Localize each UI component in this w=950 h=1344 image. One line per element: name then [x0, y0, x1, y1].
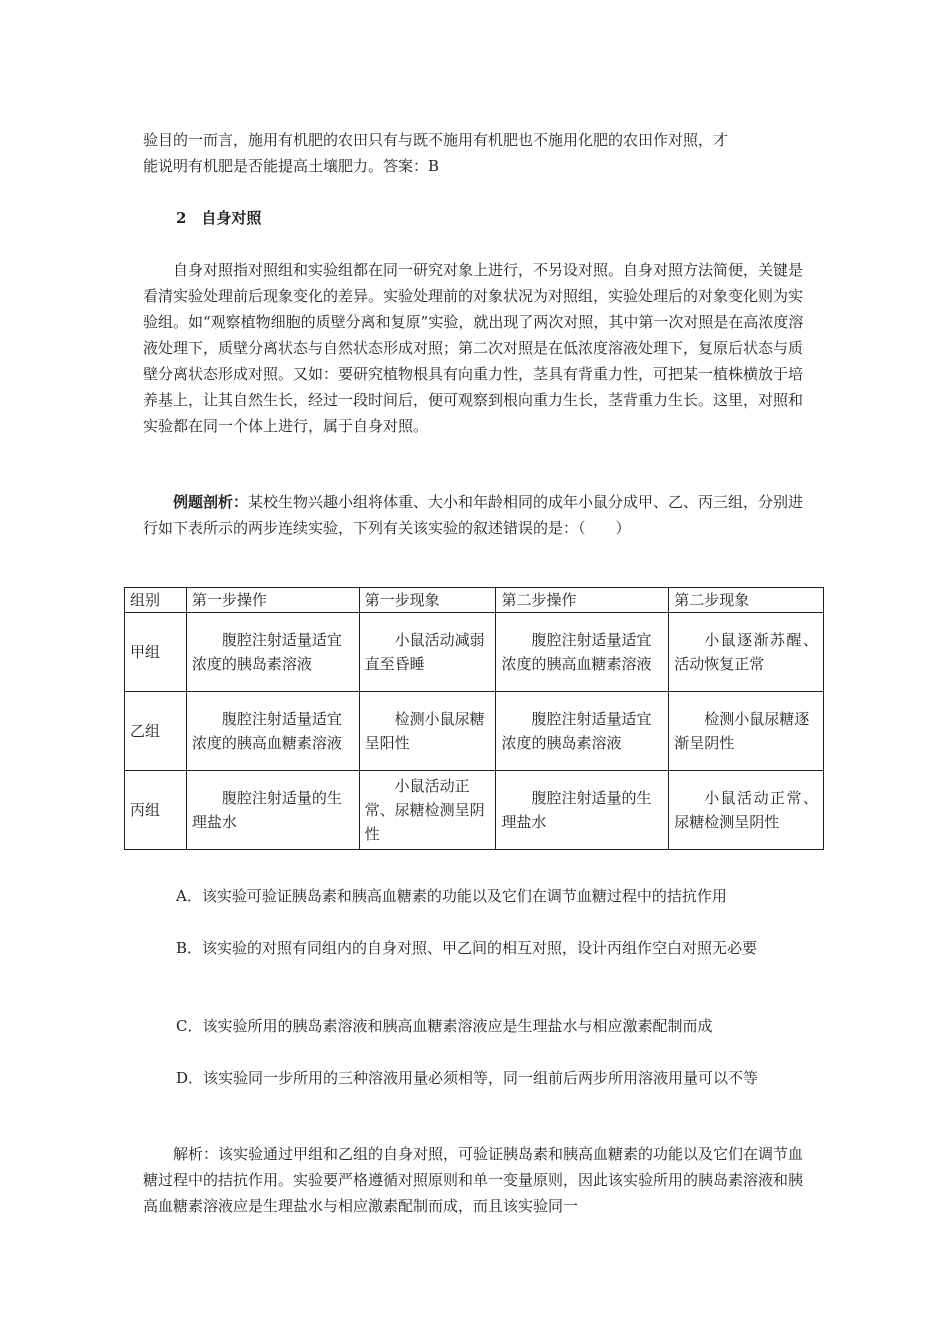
table-header-cell: 第二步操作 — [496, 588, 669, 613]
table-cell: 小鼠逐渐苏醒、活动恢复正常 — [669, 613, 824, 692]
table-cell: 腹腔注射适量的生理盐水 — [186, 771, 359, 850]
table-cell-group: 乙组 — [125, 692, 187, 771]
table-cell: 腹腔注射适量适宜浓度的胰高血糖素溶液 — [186, 692, 359, 771]
section-body: 自身对照指对照组和实验组都在同一研究对象上进行，不另设对照。自身对照方法简便，关键是看清实验处理前后现象变化的差异。实验处理前的对象状况为对照组，实验处理后的对象变化则为实验组。如“观察植物细胞的质壁分离和复原”实验，就出现了两次对照，其中第一次对照是在高浓度溶液处理下，质壁分离状态与自然状态形成对照；第二次对照是在低浓度溶液处理下，复原后状态与质壁分离状态形成对照。又如：要研究植物根具有向重力性，茎具有背重力性，可把某一植株横放于培养基上，让其自然生长，经过一段时间后，便可观察到根向重力生长，茎背重力生长。这里，对照和实验都在同一个体上进行，属于自身对照。 — [143, 261, 804, 435]
option-d: D．该实验同一步所用的三种溶液用量必须相等，同一组前后两步所用溶液用量可以不等 — [176, 1069, 759, 1087]
table-cell: 检测小鼠尿糖逐渐呈阴性 — [669, 692, 824, 771]
intro-line-2: 能说明有机肥是否能提高土壤肥力。答案：B — [143, 157, 440, 175]
table-header-cell: 组别 — [125, 588, 187, 613]
table-cell-group: 丙组 — [125, 771, 187, 850]
experiment-table — [124, 587, 824, 850]
option-a: A．该实验可验证胰岛素和胰高血糖素的功能以及它们在调节血糖过程中的拮抗作用 — [176, 887, 727, 905]
analysis-paragraph: 解析：该实验通过甲组和乙组的自身对照，可验证胰岛素和胰高血糖素的功能以及它们在调节血糖过程中的拮抗作用。实验要严格遵循对照原则和单一变量原则，因此该实验所用的胰岛素溶液和胰高血糖素溶液应是生理盐水与相应激素配制而成，而且该实验同一 — [143, 1145, 804, 1215]
example-label: 例题剖析： — [173, 493, 249, 511]
table-cell: 小鼠活动正常、尿糖检测呈阴性 — [669, 771, 824, 850]
table-cell: 腹腔注射适量适宜浓度的胰高血糖素溶液 — [496, 613, 669, 692]
table-cell: 腹腔注射适量的生理盐水 — [496, 771, 669, 850]
table-header-cell: 第一步操作 — [186, 588, 359, 613]
option-c: C．该实验所用的胰岛素溶液和胰高血糖素溶液应是生理盐水与相应激素配制而成 — [176, 1017, 713, 1035]
table-cell: 腹腔注射适量适宜浓度的胰岛素溶液 — [496, 692, 669, 771]
table-header-cell: 第一步现象 — [359, 588, 496, 613]
table-cell: 检测小鼠尿糖呈阳性 — [359, 692, 496, 771]
table-cell: 小鼠活动正常、尿糖检测呈阴性 — [359, 771, 496, 850]
example-paragraph — [143, 489, 813, 541]
table-cell: 小鼠活动减弱直至昏睡 — [359, 613, 496, 692]
table-row — [125, 692, 824, 771]
table-cell-group: 甲组 — [125, 613, 187, 692]
section-heading: 2 自身对照 — [176, 209, 262, 227]
table-row — [125, 771, 824, 850]
intro-line-1: 验目的一而言，施用有机肥的农田只有与既不施用有机肥也不施用化肥的农田作对照，才 — [143, 131, 729, 149]
table-cell: 腹腔注射适量适宜浓度的胰岛素溶液 — [186, 613, 359, 692]
table-row — [125, 613, 824, 692]
example-text: 某校生物兴趣小组将体重、大小和年龄相同的成年小鼠分成甲、乙、丙三组，分别进行如下表所示的两步连续实验，下列有关该实验的叙述错误的是：（ ） — [143, 493, 804, 537]
option-b: B．该实验的对照有同组内的自身对照、甲乙间的相互对照，设计丙组作空白对照无必要 — [176, 939, 758, 957]
table-header-row — [125, 588, 824, 613]
table-header-cell: 第二步现象 — [669, 588, 824, 613]
